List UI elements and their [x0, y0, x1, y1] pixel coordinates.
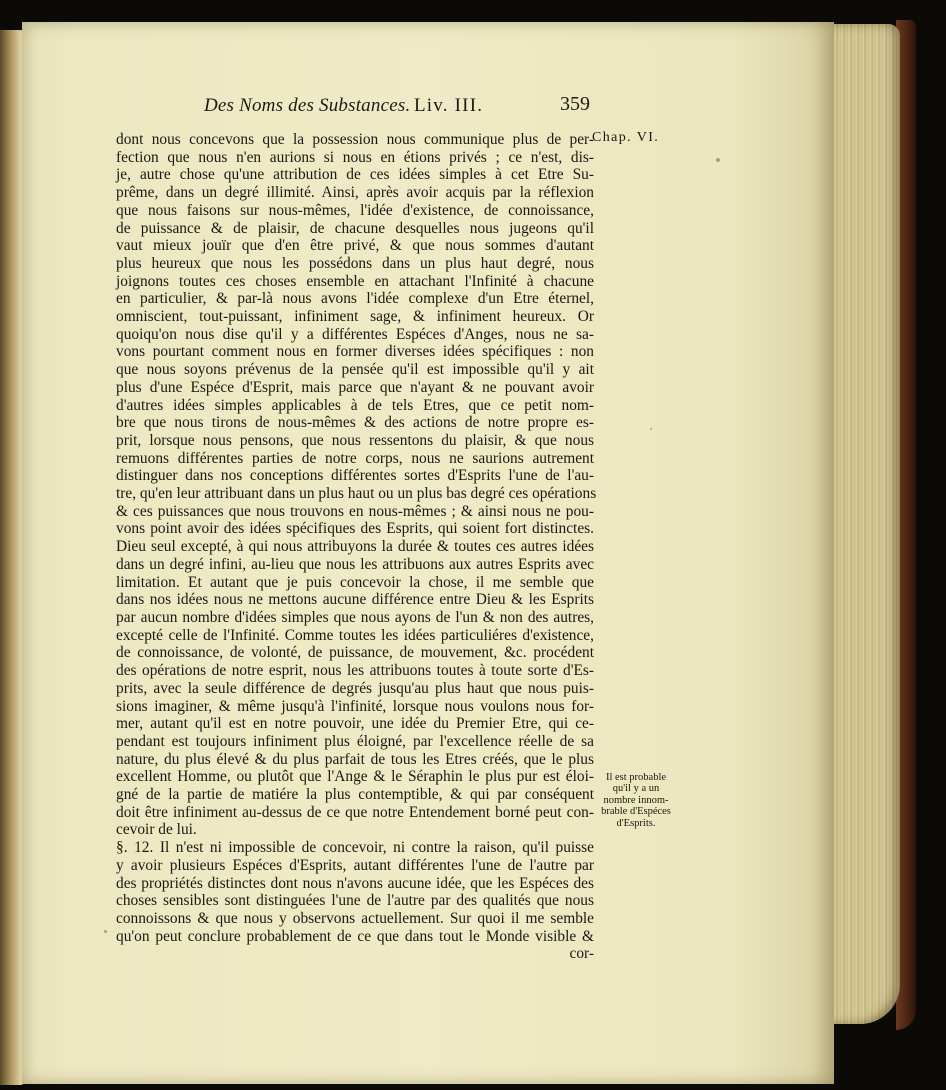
paper-spot [716, 158, 720, 162]
text-line: prit, lorsque nous pensons, que nous ressentons du plaisir, & que nous [116, 431, 594, 449]
text-line: des opérations de notre esprit, nous les attribuons toutes à toute sorte d'Es- [116, 662, 594, 680]
margin-note-line: d'Esprits. [616, 817, 656, 829]
text-line: que nous faisons sur nous-mêmes, l'idée d'existence, de connoissance, [116, 201, 594, 219]
header-title: Des Noms des Substances. [204, 95, 411, 116]
paragraph-12-start: §. 12. Il n'est ni impossible de concevoir, ni contre la raison, qu'il puisse [116, 839, 594, 857]
margin-note-line: Il est probable [605, 772, 667, 783]
text-line: dans un degré infini, au-lieu que nous les attribuons aux autres Esprits avec [116, 555, 594, 573]
text-line: vons point avoir des idées spécifiques des Esprits, qui soient fort distinctes. [116, 520, 594, 538]
text-line: limitation. Et autant que je puis concevoir la chose, il me semble que [116, 573, 594, 591]
text-line: fection que nous n'en aurions si nous en étions privés ; ce n'est, dis- [116, 148, 594, 166]
text-line: joignons toutes ces choses ensemble en attachant l'Infinité à chacune [116, 272, 594, 290]
text-line: dans nos idées nous ne mettons aucune différence entre Dieu & les Esprits [116, 591, 594, 609]
text-line: excellent Homme, ou plutôt que l'Ange & le Séraphin le plus pur est éloi- [116, 768, 594, 786]
margin-note [594, 772, 678, 829]
text-line: gné de la partie de matiére la plus contemptible, & qui par conséquent [116, 786, 594, 804]
text-line: choses sensibles sont distinguées l'une de l'autre par des qualités que nous [116, 892, 594, 910]
text-line: de connoissance, de volonté, de puissance, de mouvement, &c. procédent [116, 644, 594, 662]
text-line: connoissons & que nous y observons actuellement. Sur quoi il me semble [116, 909, 594, 927]
text-line: que nous soyons prévenus de la pensée qu'il est impossible qu'il y ait [116, 361, 594, 379]
text-line: & ces puissances que nous trouvons en nous-mêmes ; & ainsi nous ne pou- [116, 502, 594, 520]
text-line: prits, avec la seule différence de degrés jusqu'au plus haut que nous puis- [116, 679, 594, 697]
page-number: 359 [560, 93, 590, 115]
margin-note-line: qu'il y a un [612, 783, 660, 795]
text-line: Dieu seul excepté, à qui nous attribuyons la durée & toutes ces autres idées [116, 538, 594, 556]
text-line: vaut mieux jouïr que d'en être privé, & que nous sommes d'autant [116, 237, 594, 255]
margin-note-line: nombre innom- [603, 794, 669, 806]
text-line: mer, autant qu'il est en notre pouvoir, une idée du Premier Etre, qui ce- [116, 715, 594, 733]
text-line: plus d'une Espéce d'Esprit, mais parce que n'ayant & ne pouvant avoir [116, 378, 594, 396]
paper-spot [104, 930, 107, 933]
text-line: quoiqu'on nous dise qu'il y a différentes Espéces d'Anges, nous ne sa- [116, 325, 594, 343]
text-line: prême, dans un degré illimité. Ainsi, après avoir acquis par la réflexion [116, 184, 594, 202]
margin-note-line: brable d'Espéces [601, 806, 671, 818]
text-line: vons pourtant comment nous en former diverses idées spécifiques : non [116, 343, 594, 361]
text-line: remuons différentes parties de notre corps, nous ne saurions autrement [116, 449, 594, 467]
text-line: tre, qu'en leur attribuant dans un plus haut ou un plus bas degré ces opérations [116, 485, 597, 503]
body-text [116, 131, 597, 963]
running-head-chapter: Chap. VI. [592, 130, 660, 145]
text-line: bre que nous tirons de nous-mêmes & des actions de notre propre es- [116, 414, 594, 432]
paper-spot [650, 428, 652, 430]
text-line: plus heureux que nous les possédons dans un plus haut degré, nous [116, 254, 594, 272]
text-line: qu'on peut conclure probablement de ce que dans tout le Monde visible & [116, 927, 594, 945]
text-line: y avoir plusieurs Espéces d'Esprits, autant différentes l'une de l'autre par [116, 856, 594, 874]
text-line: cevoir de lui. [116, 821, 197, 839]
text-line: sions imaginer, & même jusqu'à l'infinité, lorsque nous voulons nous for- [116, 697, 594, 715]
text-line: de puissance & de plaisir, de chacune desquelles nous jugeons qu'il [116, 219, 594, 237]
catchword: cor- [569, 945, 594, 963]
text-line: nature, du plus élevé & du plus parfait de tous les Etres créés, que le plus [116, 750, 594, 768]
text-line: des propriétés distinctes dont nous n'avons aucune idée, que les Espéces des [116, 874, 594, 892]
text-line: par aucun nombre d'idées simples que nous ayons de l'un & non des autres, [116, 608, 594, 626]
text-line: pendant est toujours infiniment plus éloigné, par l'excellence réelle de sa [116, 732, 594, 750]
page-header [200, 93, 600, 123]
page-block-edges [832, 24, 900, 1024]
header-book: Liv. III. [414, 95, 484, 116]
text-line: omniscient, tout-puissant, infiniment sage, & infiniment heureux. Or [116, 308, 594, 326]
text-line: doit être infiniment au-dessus de ce que notre Entendement borné peut con- [116, 803, 594, 821]
text-line: distinguer dans nos conceptions différentes sortes d'Esprits l'une de l'au- [116, 467, 594, 485]
text-line: en particulier, & par-là nous avons l'idée complexe d'un Etre éternel, [116, 290, 594, 308]
text-line: d'autres idées simples applicables à de tels Etres, que ce petit nom- [116, 396, 594, 414]
text-line: dont nous concevons que la possession nous communique plus de per- [116, 131, 594, 148]
text-line: excepté celle de l'Infinité. Comme toutes les idées particuliéres d'existence, [116, 626, 594, 644]
text-line: je, autre chose qu'une attribution de ces idées simples à cet Etre Su- [116, 166, 594, 184]
